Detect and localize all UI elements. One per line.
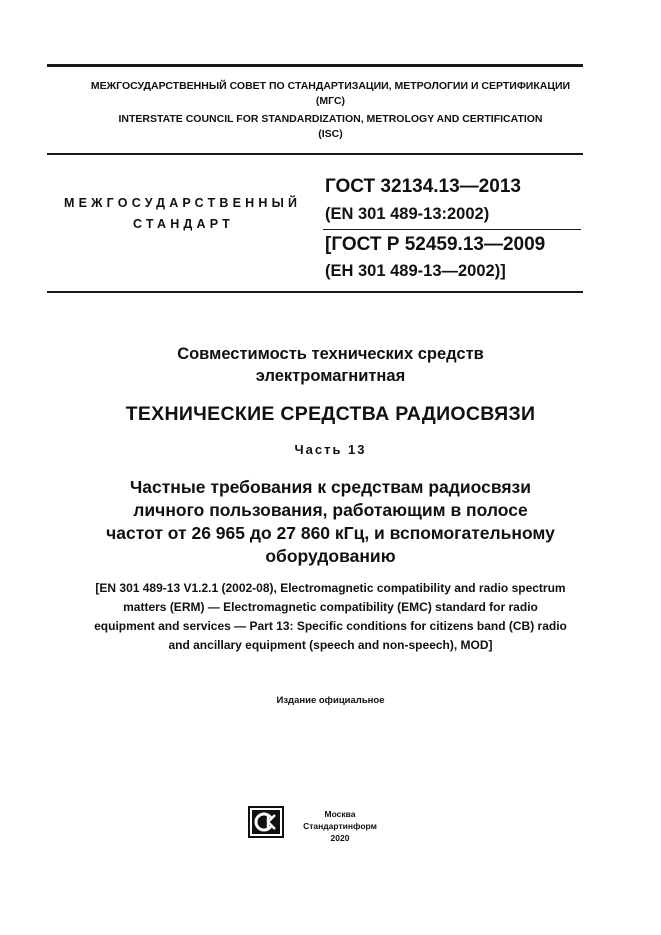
title-line1: Совместимость технических средств: [177, 345, 484, 363]
english-title-line2: matters (ERM) — Electromagnetic compatibility (EMC) standard for radio: [123, 600, 538, 614]
standard-type-line1: МЕЖГОСУДАРСТВЕННЫЙ: [64, 196, 302, 210]
council-en-line: INTERSTATE COUNCIL FOR STANDARDIZATION, METROLOGY AND CERTIFICATION: [118, 113, 543, 125]
header-rule: [47, 153, 583, 155]
subtitle-line2: личного пользования, работающим в полосе: [133, 500, 528, 520]
publisher-city: Москва: [324, 809, 356, 819]
main-title: ТЕХНИЧЕСКИЕ СРЕДСТВА РАДИОСВЯЗИ: [125, 403, 536, 425]
subtitle-line4: оборудованию: [265, 546, 396, 566]
standartinform-logo-icon: [248, 806, 284, 838]
gost-designation: ГОСТ 32134.13—2013: [325, 176, 521, 197]
english-title: [0, 579, 661, 655]
part-number: Часть 13: [294, 442, 367, 457]
english-title-line3: equipment and services — Part 13: Specific conditions for citizens band (CB) radio: [94, 619, 567, 633]
edition-note: Издание официальное: [276, 695, 385, 706]
council-en: [0, 112, 661, 142]
eh-designation: (ЕН 301 489-13—2002)]: [325, 262, 506, 280]
council-ru: [0, 79, 661, 109]
council-ru-line: МЕЖГОСУДАРСТВЕННЫЙ СОВЕТ ПО СТАНДАРТИЗАЦИИ, МЕТРОЛОГИИ И СЕРТИФИКАЦИИ: [90, 80, 571, 92]
subtitle-block: [0, 476, 661, 568]
publisher-name: Стандартинформ: [303, 821, 377, 831]
title-line2: электромагнитная: [255, 367, 406, 385]
publisher-year: 2020: [330, 833, 350, 843]
designation-rule: [47, 291, 583, 293]
english-title-line4: and ancillary equipment (speech and non-speech), MOD]: [168, 638, 493, 652]
gost-r-designation: [ГОСТ Р 52459.13—2009: [325, 234, 546, 255]
standard-type-line2: СТАНДАРТ: [133, 217, 234, 231]
en-designation: (EN 301 489-13:2002): [325, 205, 490, 223]
council-en-abbr: (ISC): [318, 128, 343, 140]
publisher-block: [290, 808, 390, 844]
top-rule: [47, 64, 583, 67]
subtitle-line1: Частные требования к средствам радиосвязи: [129, 477, 532, 497]
english-title-line1: [EN 301 489-13 V1.2.1 (2002-08), Electromagnetic compatibility and radio spectrum: [95, 581, 566, 595]
designation-divider: [323, 229, 581, 230]
subtitle-line3: частот от 26 965 до 27 860 кГц, и вспомогательному: [106, 523, 555, 543]
council-ru-abbr: (МГС): [315, 95, 346, 107]
title-block: [0, 343, 661, 387]
